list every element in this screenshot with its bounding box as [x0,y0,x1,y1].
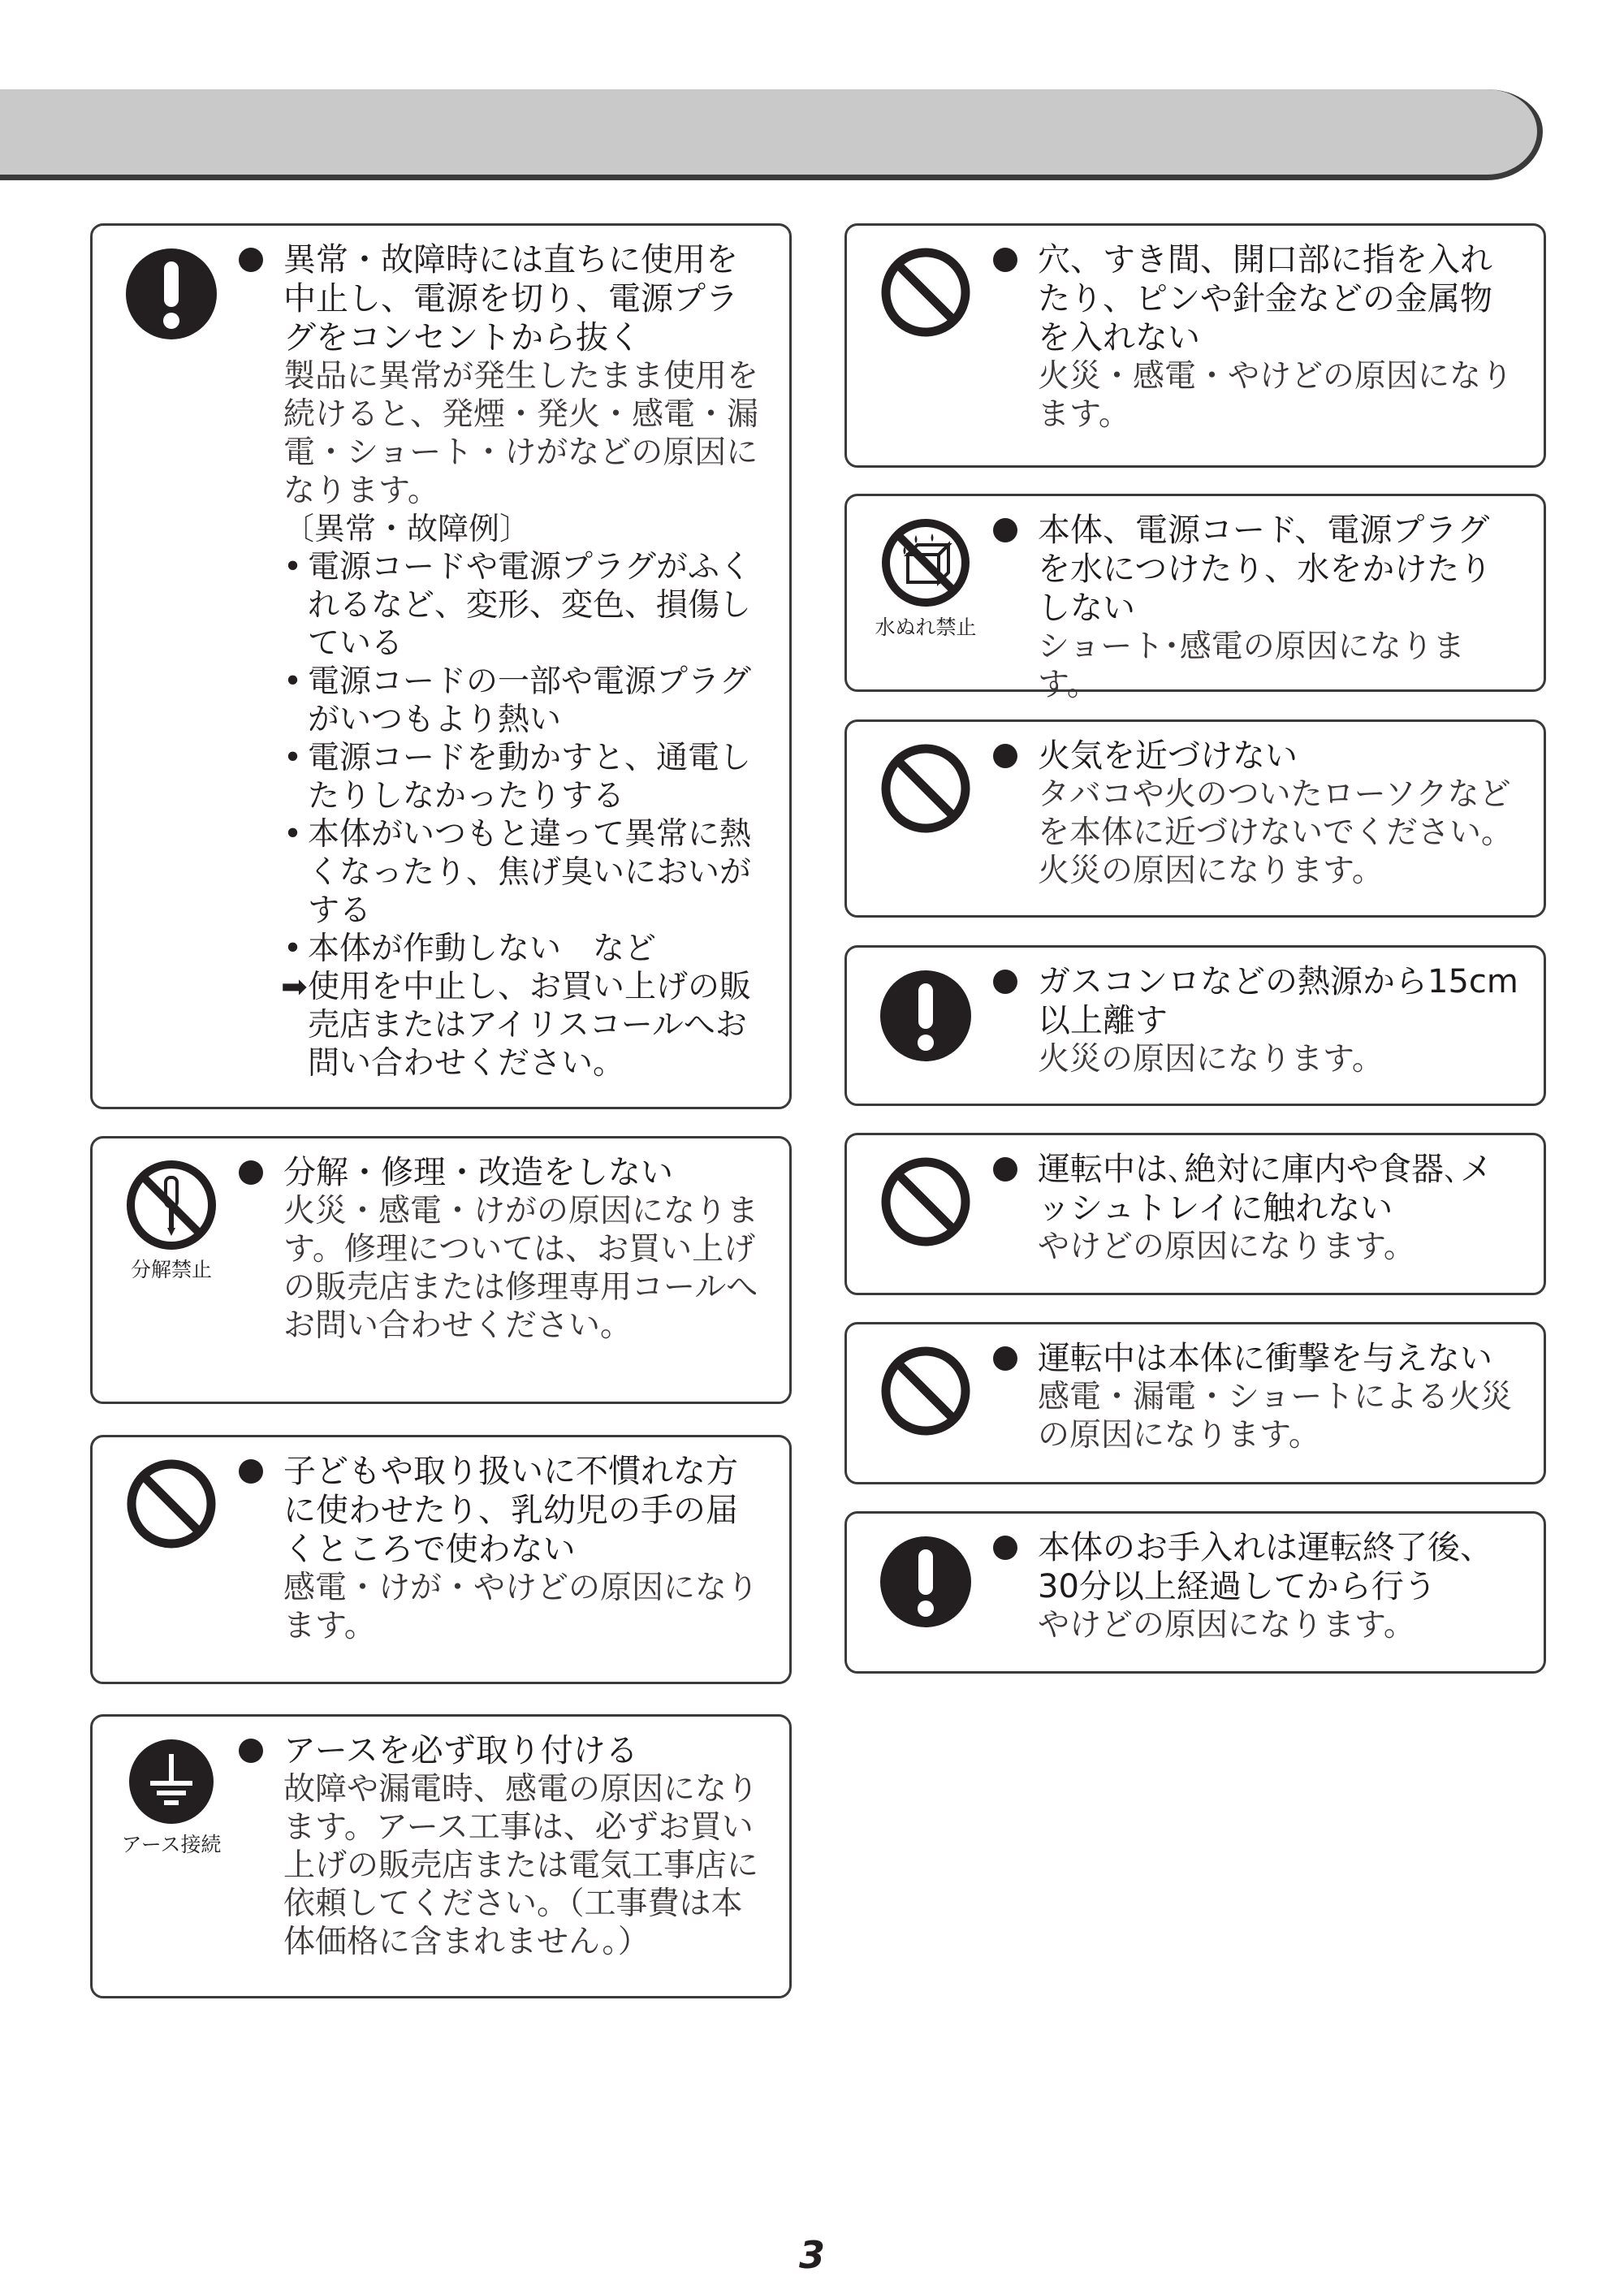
icon-area [119,247,224,341]
warning-card-children [90,1435,792,1684]
card-body: 製品に異常が発生したまま使用を続けると、発煙・発火・感電・漏電・ショート・けがなどの原因になります。 [283,358,759,509]
prohibited-icon [880,1156,971,1247]
ground-icon [127,1738,215,1825]
card-heading: 穴、すき間、開口部に指を入れたり、ピンや針金などの金属物を入れない [993,240,1519,357]
card-heading: 本体のお手入れは運転終了後、30分以上経過してから行う [993,1528,1519,1606]
card-body: ショート･感電の原因になります。 [1038,629,1465,703]
malfunction-examples-list [239,548,765,968]
list-item: • 電源コードや電源プラグがふくれるなど、変形、変色、損傷している [283,548,765,663]
warning-card-ground [90,1714,792,1998]
list-item: • 本体が作動しない など [283,930,765,968]
no-disassembly-icon [126,1160,217,1251]
card-heading: 分解・修理・改造をしない [239,1153,765,1192]
icon-area [873,1535,978,1629]
icon-area [119,1738,224,1858]
list-item: • 本体がいつもと違って異常に熱くなったり、焦げ臭いにおいがする [283,815,765,930]
icon-caption: 分解禁止 [130,1258,212,1281]
card-heading: 運転中は本体に衝撃を与えない [993,1339,1519,1378]
card-heading: 異常・故障時には直ちに使用を中止し、電源を切り、電源プラグをコンセントから抜く [239,240,765,357]
card-text [239,1153,765,1345]
card-text [239,240,765,1082]
action-text: 使用を中止し、お買い上げの販売店またはアイリスコールへお問い合わせください。 [308,969,752,1082]
action-line [239,968,765,1082]
card-body: 火災の原因になります。 [1038,1041,1384,1078]
card-body: 感電・漏電・ショートによる火災の原因になります。 [1038,1379,1513,1454]
card-body: タバコや火のついたローソクなどを本体に近づけないでください。火災の原因になります。 [1038,776,1514,889]
card-heading: 火気を近づけない [993,737,1519,775]
card-text [993,737,1519,890]
card-body: 火災・感電・けがの原因になります。修理については、お買い上げの販売店または修理専用コールへお問い合わせください。 [283,1193,759,1344]
section-header-band [0,89,1543,180]
list-item: • 電源コードの一部や電源プラグがいつもより熱い [283,663,765,739]
card-text [993,240,1519,434]
exclamation-icon [124,247,218,341]
no-water-icon [880,517,971,608]
card-text [993,1339,1519,1454]
warning-card-heat-source [844,945,1546,1106]
card-text [239,1731,765,1961]
exclamation-icon [879,969,973,1063]
icon-caption: アース接続 [121,1833,222,1856]
icon-area [873,517,978,641]
warning-card-fire [844,719,1546,918]
icon-area [873,1156,978,1247]
list-item: • 電源コードを動かすと、通電したりしなかったりする [283,739,765,815]
warning-card-disassembly [90,1136,792,1404]
card-text [993,1528,1519,1644]
page-number: 3 [798,2233,825,2277]
prohibited-icon [880,1346,971,1436]
icon-area [873,1346,978,1436]
icon-caption: 水ぬれ禁止 [875,616,977,639]
warning-card-do-not-touch [844,1133,1546,1295]
prohibited-icon [126,1458,217,1549]
icon-area [119,1160,224,1283]
warning-card-impact [844,1322,1546,1484]
card-heading: 運転中は､絶対に庫内や食器､メッシュトレイに触れない [993,1150,1519,1228]
warning-card-openings [844,223,1546,468]
card-text [993,962,1519,1078]
card-heading: 子どもや取り扱いに不慣れな方に使わせたり、乳幼児の手の届くところで使わない [239,1452,765,1569]
icon-area [873,743,978,834]
warning-card-malfunction [90,223,792,1109]
icon-area [873,247,978,338]
card-text [239,1452,765,1645]
card-body: 火災・感電・やけどの原因になります。 [1038,358,1514,433]
arrow-icon: ➡ [281,969,308,1005]
card-body: 感電・けが・やけどの原因になります。 [283,1570,759,1644]
card-heading: 本体、電源コード、電源プラグを水につけたり、水をかけたりしない [993,511,1519,628]
icon-area [873,969,978,1063]
card-text [993,1150,1519,1266]
prohibited-icon [880,743,971,834]
card-heading: ガスコンロなどの熱源から15cm以上離す [993,962,1519,1040]
icon-area [119,1458,224,1549]
prohibited-icon [880,247,971,338]
warning-card-cleaning [844,1511,1546,1674]
card-body: 故障や漏電時、感電の原因になります。アース工事は、必ずお買い上げの販売店または電気工事店に依頼してください。（工事費は本体価格に含まれません。） [283,1771,759,1960]
card-body: やけどの原因になります。 [1038,1607,1415,1644]
exclamation-icon [879,1535,973,1629]
card-text [993,511,1519,704]
card-body: やけどの原因になります。 [1038,1229,1415,1265]
card-subheading: 〔異常・故障例〕 [283,511,531,546]
card-heading: アースを必ず取り付ける [239,1731,765,1770]
warning-card-water [844,494,1546,703]
